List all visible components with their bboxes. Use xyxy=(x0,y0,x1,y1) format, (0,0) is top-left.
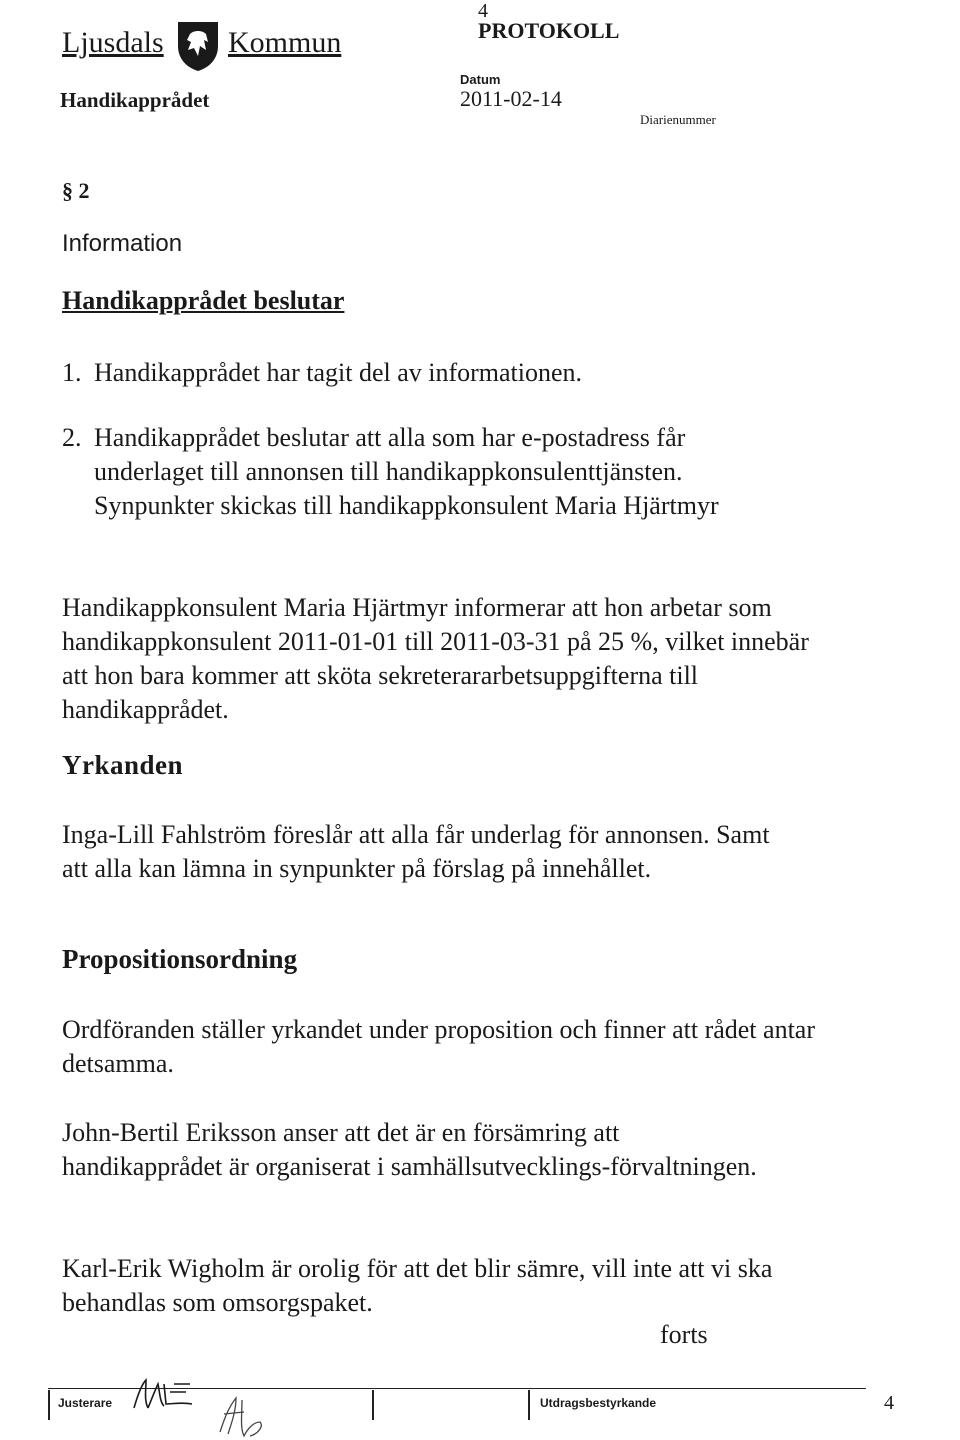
signature-initials-2 xyxy=(214,1392,274,1440)
decision-item-2 xyxy=(62,421,794,523)
decision-item-2-text: Handikapprådet beslutar att alla som har e-postadress får underlaget till annonsen till handikappkonsulenttjänsten. Synpunkter skickas till handikappkonsulent Maria Hjärtmyr xyxy=(94,423,719,520)
footer-divider-left xyxy=(48,1390,50,1420)
decision-item-1 xyxy=(62,356,794,390)
page-number-top: 4 xyxy=(478,0,488,22)
coat-of-arms-icon xyxy=(176,20,220,72)
continued-label: forts xyxy=(660,1320,708,1349)
proposition-paragraph: Ordföranden ställer yrkandet under proposition och finner att rådet antar detsamma. xyxy=(62,1015,815,1078)
yrkanden-paragraph: Inga-Lill Fahlström föreslår att alla får underlag för annonsen. Samt att alla kan lämna in synpunkter på förslag på innehållet. xyxy=(62,820,770,883)
karl-erik-paragraph: Karl-Erik Wigholm är orolig för att det blir sämre, vill inte att vi ska behandlas som omsorgspaket. xyxy=(62,1254,773,1317)
info-paragraph: Handikappkonsulent Maria Hjärtmyr informerar att hon arbetar som handikappkonsulent 2011-01-01 till 2011-03-31 på 25 %, vilket innebär att hon bara kommer att sköta sekreterararbetsuppgifterna till handikapprådet. xyxy=(62,593,809,724)
section-title: Information xyxy=(62,230,183,257)
proposition-heading: Propositionsordning xyxy=(62,944,298,974)
document-type: PROTOKOLL xyxy=(478,18,620,43)
utdragsbestyrkande-label: Utdragsbestyrkande xyxy=(540,1396,657,1410)
page-number-bottom: 4 xyxy=(884,1392,894,1414)
john-bertil-paragraph: John-Bertil Eriksson anser att det är en försämring att handikapprådet är organiserat i samhällsutvecklings-förvaltningen. xyxy=(62,1118,757,1181)
footer-divider-mid xyxy=(372,1390,374,1420)
decision-item-1-text: Handikapprådet har tagit del av informationen. xyxy=(94,358,583,387)
date-value: 2011-02-14 xyxy=(460,86,562,111)
decision-item-2-number: 2. xyxy=(62,423,82,452)
municipality-name-right: Kommun xyxy=(228,26,342,59)
municipality-name-left: Ljusdals xyxy=(62,26,164,59)
diary-number-label: Diarienummer xyxy=(640,112,716,127)
signature-initials-1 xyxy=(130,1374,210,1414)
decision-heading: Handikapprådet beslutar xyxy=(62,286,345,315)
date-label: Datum xyxy=(460,72,501,87)
footer-divider-right xyxy=(528,1390,530,1420)
justerare-label: Justerare xyxy=(58,1396,113,1410)
yrkanden-heading: Yrkanden xyxy=(62,750,184,780)
decision-item-1-number: 1. xyxy=(62,358,82,387)
paragraph-number: § 2 xyxy=(62,178,90,203)
organisation-name: Handikapprådet xyxy=(60,88,210,112)
